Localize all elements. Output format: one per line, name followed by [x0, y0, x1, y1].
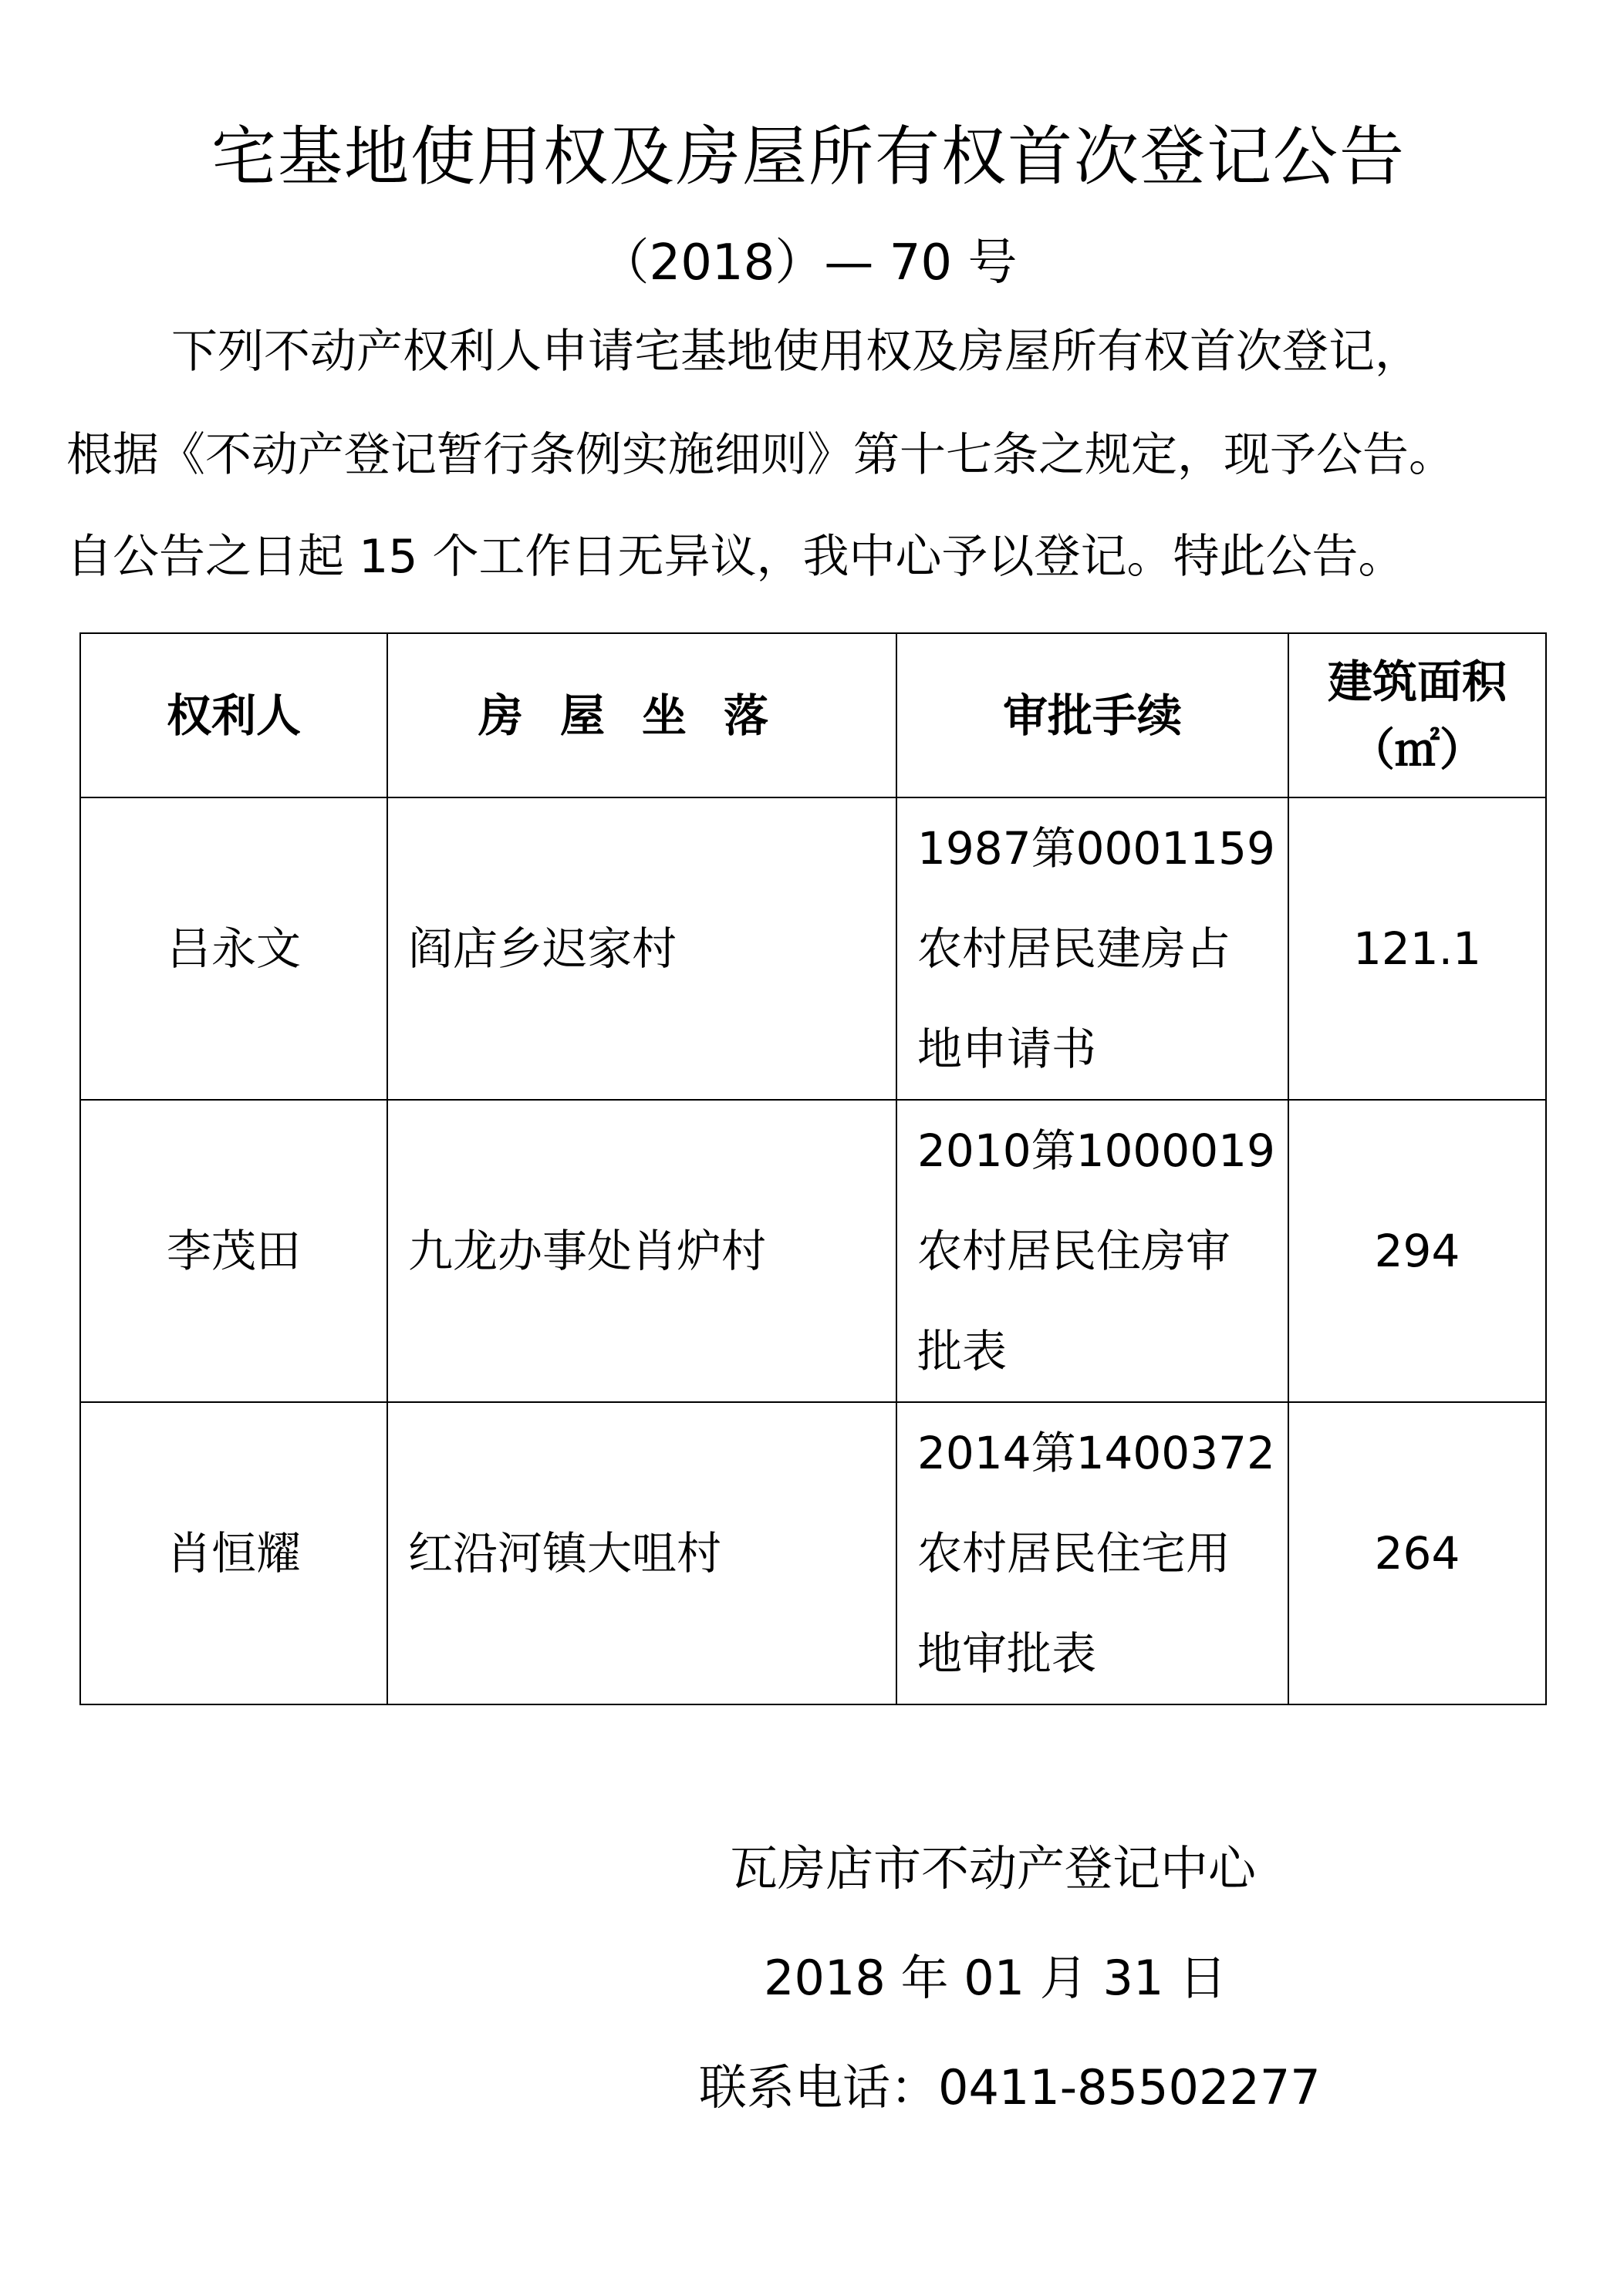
- location-cell: 阎店乡迟家村: [387, 797, 896, 1100]
- registration-table: [79, 632, 1547, 1705]
- contact-phone: 联系电话：0411-85502277: [699, 2059, 1321, 2116]
- table-row: [80, 1100, 1546, 1402]
- owner-cell: 李茂田: [80, 1100, 387, 1402]
- approval-cell: 2014第1400372 农村居民住宅用 地审批表: [896, 1402, 1288, 1704]
- owner-cell: 肖恒耀: [80, 1402, 387, 1704]
- issuing-organization: 瓦房店市不动产登记中心: [730, 1840, 1257, 1896]
- location-cell: 红沿河镇大咀村: [387, 1402, 896, 1704]
- notice-paragraph-line-2: 根据《不动产登记暂行条例实施细则》第十七条之规定，现予公告。: [66, 428, 1455, 482]
- header-area: 建筑面积（㎡）: [1288, 633, 1546, 797]
- table-row: [80, 797, 1546, 1100]
- location-cell: 九龙办事处肖炉村: [387, 1100, 896, 1402]
- area-cell: 294: [1288, 1100, 1546, 1402]
- notice-number: （2018）— 70 号: [599, 234, 1018, 292]
- header-approval: 审批手续: [896, 633, 1288, 797]
- table-row: [80, 1402, 1546, 1704]
- notice-paragraph-line-1: 下列不动产权利人申请宅基地使用权及房屋所有权首次登记，: [171, 325, 1421, 379]
- notice-title: 宅基地使用权及房屋所有权首次登记公告: [211, 119, 1406, 194]
- approval-cell: 2010第1000019 农村居民住房审 批表: [896, 1100, 1288, 1402]
- header-owner: 权利人: [80, 633, 387, 797]
- issue-date: 2018 年 01 月 31 日: [764, 1950, 1227, 2006]
- approval-cell: 1987第0001159 农村居民建房占 地申请书: [896, 797, 1288, 1100]
- area-cell: 121.1: [1288, 797, 1546, 1100]
- notice-paragraph-line-3: 自公告之日起 15 个工作日无异议，我中心予以登记。特此公告。: [66, 530, 1405, 584]
- owner-cell: 吕永文: [80, 797, 387, 1100]
- header-location: 房屋坐落: [387, 633, 896, 797]
- area-cell: 264: [1288, 1402, 1546, 1704]
- table-header-row: [80, 633, 1546, 797]
